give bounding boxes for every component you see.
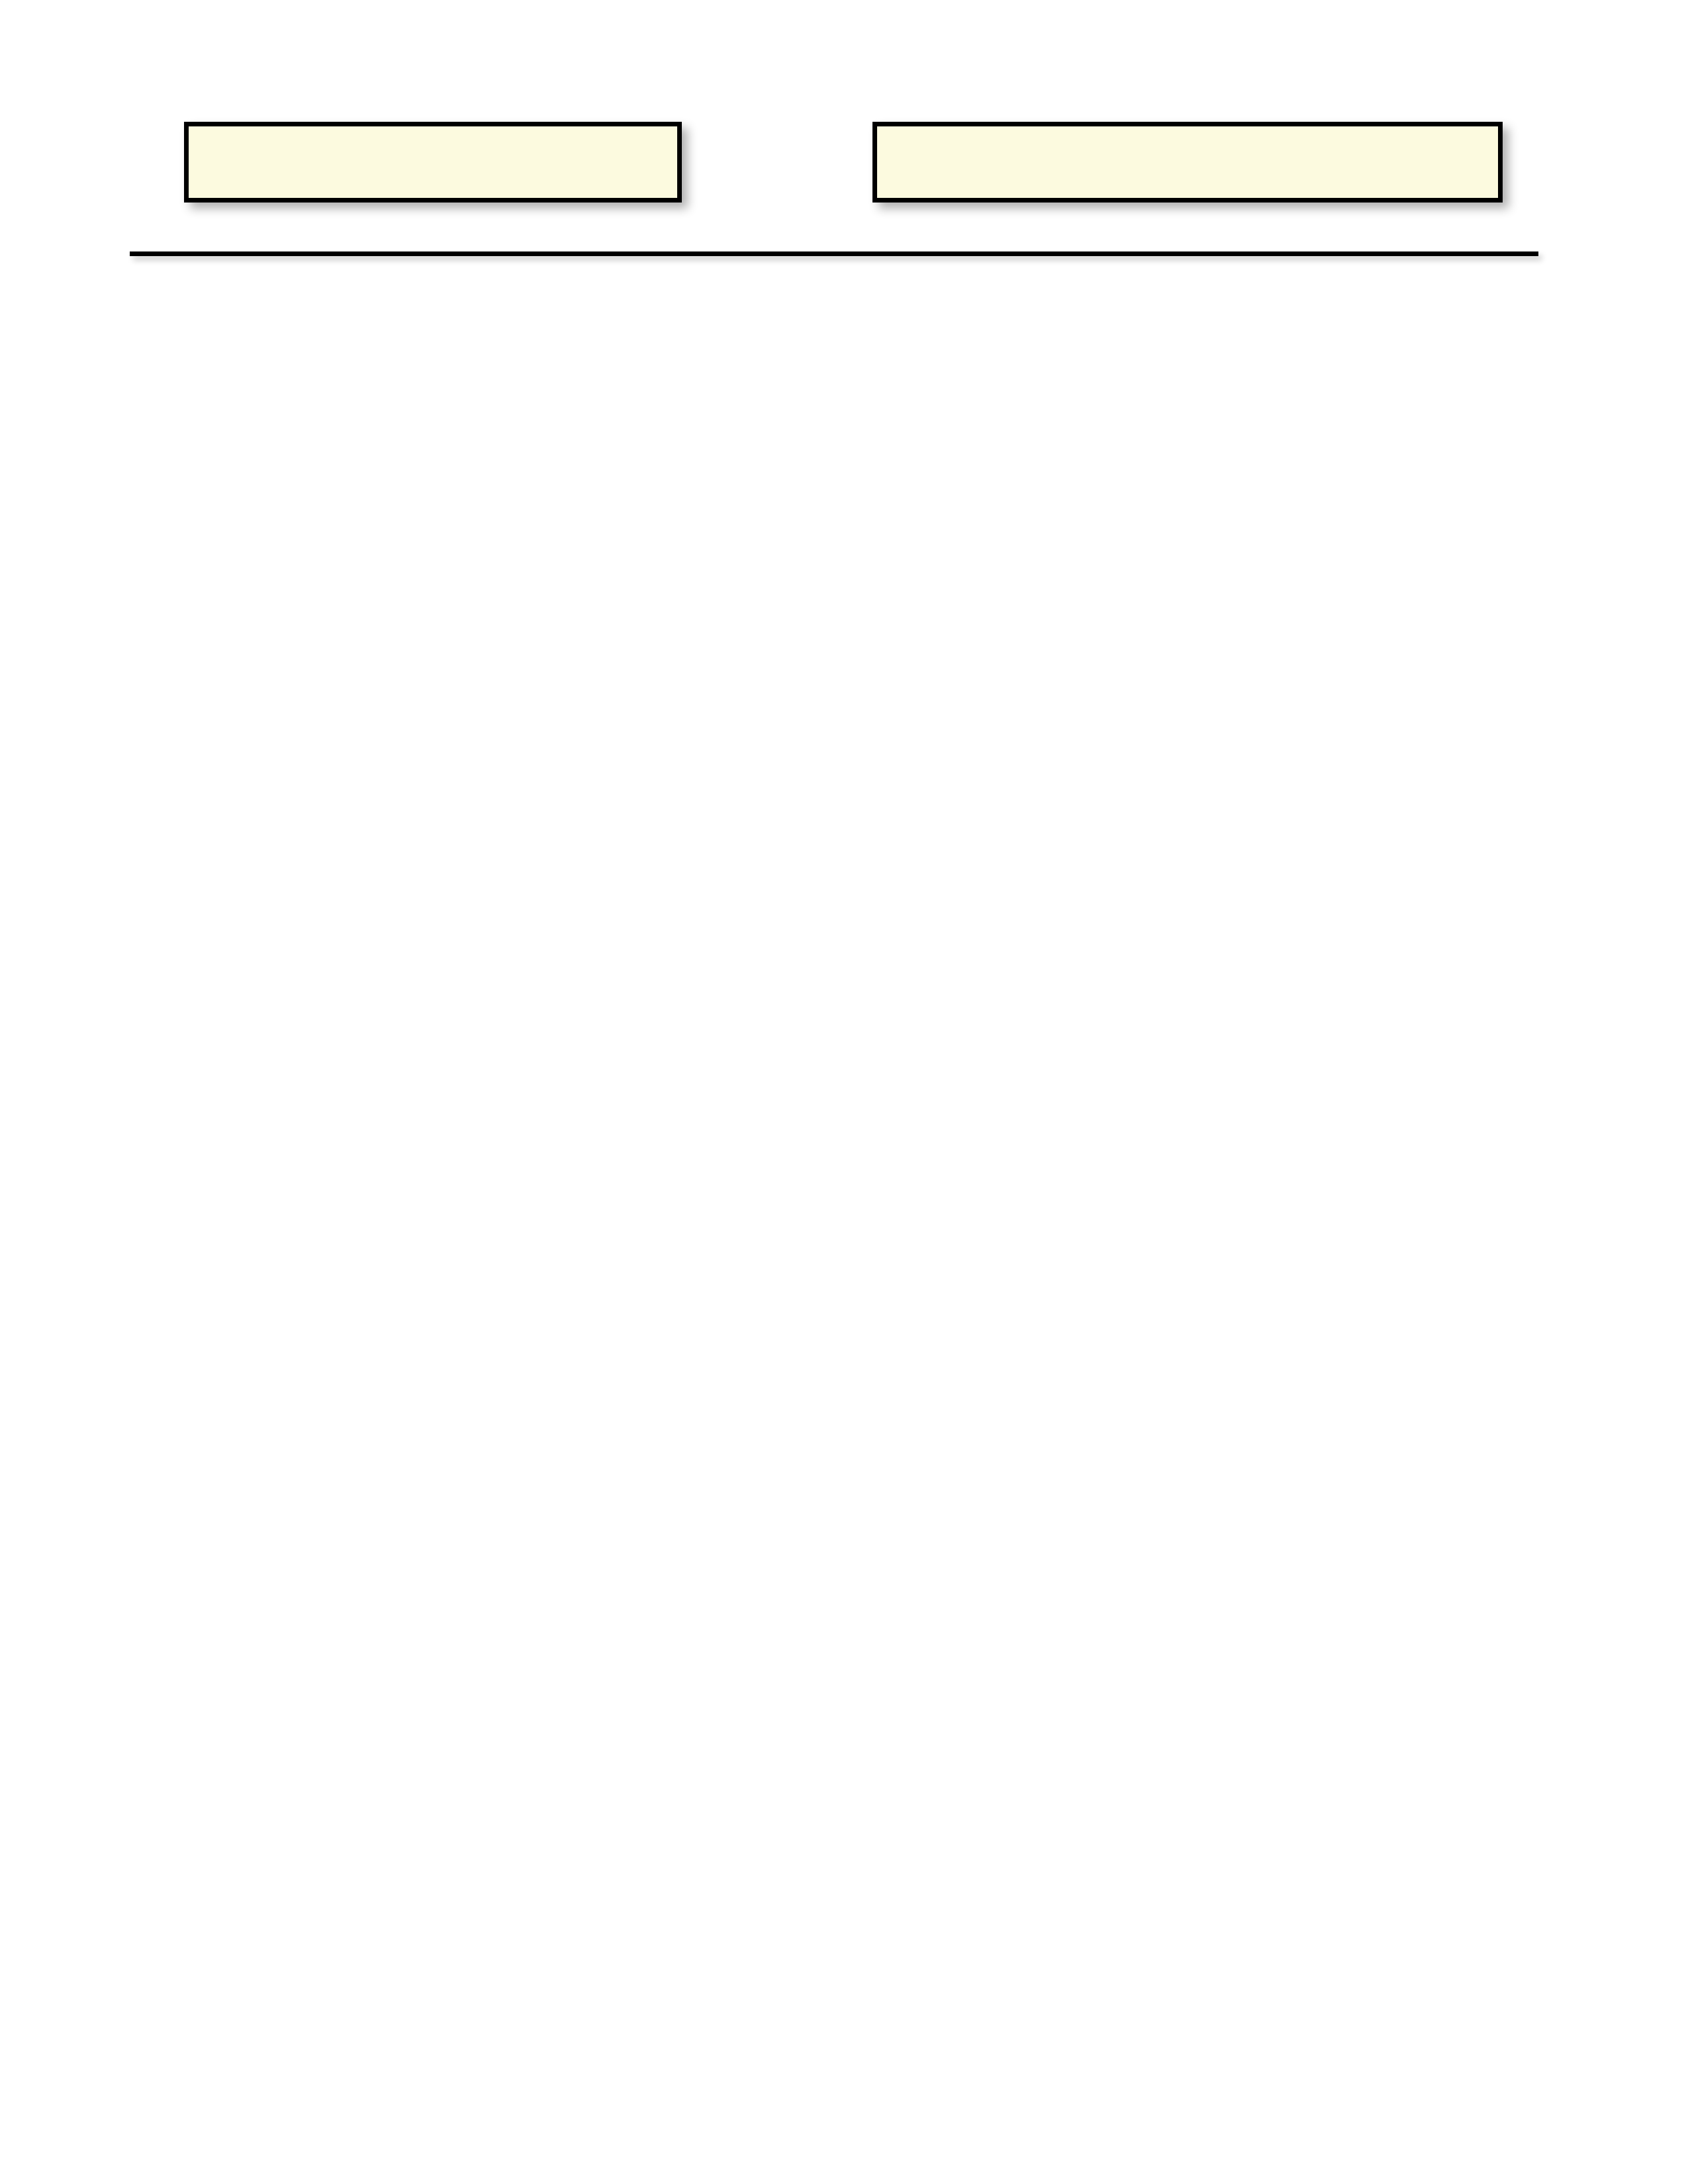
cycle-progressions-banner <box>872 122 1503 203</box>
page-footer <box>0 2070 1688 2116</box>
header-divider-rule <box>130 251 1538 256</box>
header-banner-row <box>0 122 1688 221</box>
general-theory-banner <box>184 122 682 203</box>
